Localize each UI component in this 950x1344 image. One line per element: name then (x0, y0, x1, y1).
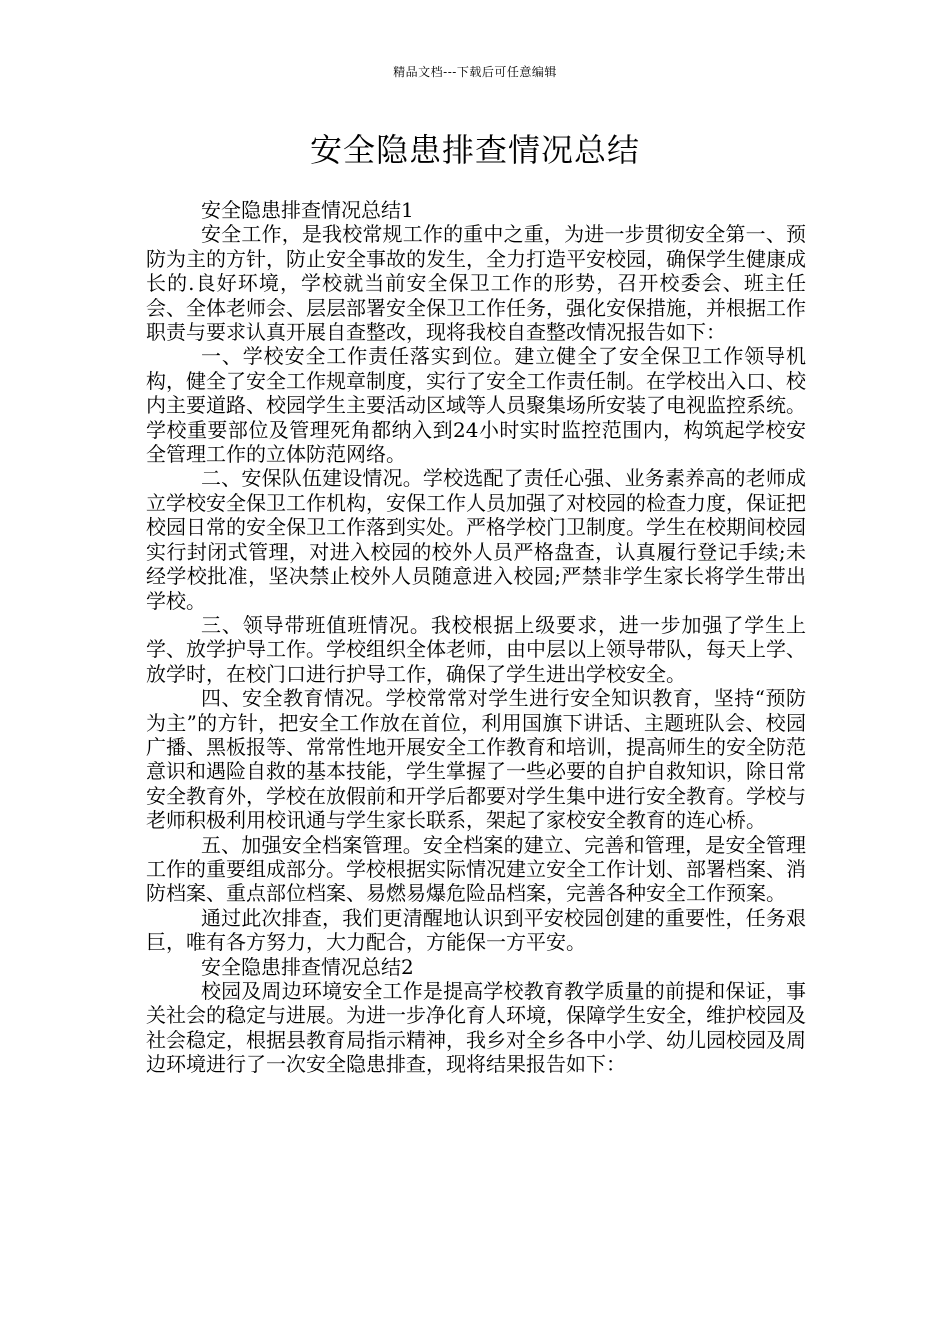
point-2-paragraph: 二、安保队伍建设情况。学校选配了责任心强、业务素养高的老师成立学校安全保卫工作机构，安保工作人员加强了对校园的检查力度，保证把校园日常的安全保卫工作落到实处。严格学校门卫制度。学生在校期间校园实行封闭式管理，对进入校园的校外人员严格盘查，认真履行登记手续;未经学校批准，坚决禁止校外人员随意进入校园;严禁非学生家长将学生带出学校。 (146, 466, 806, 613)
point-3-paragraph: 三、领导带班值班情况。我校根据上级要求，进一步加强了学生上学、放学护导工作。学校组织全体老师，由中层以上领导带队，每天上学、放学时，在校门口进行护导工作，确保了学生进出学校安全。 (146, 612, 806, 686)
document-body (146, 198, 806, 1077)
point-1-paragraph: 一、学校安全工作责任落实到位。建立健全了安全保卫工作领导机构，健全了安全工作规章制度，实行了安全工作责任制。在学校出入口、校内主要道路、校园学生主要活动区域等人员聚集场所安装了电视监控系统。学校重要部位及管理死角都纳入到24小时实时监控范围内，构筑起学校安全管理工作的立体防范网络。 (146, 344, 806, 467)
section-heading-1: 安全隐患排查情况总结1 (201, 198, 414, 222)
intro-paragraph: 安全工作，是我校常规工作的重中之重，为进一步贯彻安全第一、预防为主的方针，防止安全事故的发生，全力打造平安校园，确保学生健康成长的.良好环境，学校就当前安全保卫工作的形势，召开校委会、班主任会、全体老师会、层层部署安全保卫工作任务，强化安保措施，并根据工作职责与要求认真开展自查整改，现将我校自查整改情况报告如下： (146, 222, 806, 345)
page-header: 精品文档---下载后可任意编辑 (393, 65, 557, 79)
section-2-intro-paragraph: 校园及周边环境安全工作是提高学校教育教学质量的前提和保证，事关社会的稳定与进展。为进一步净化育人环境，保障学生安全，维护校园及社会稳定，根据县教育局指示精神，我乡对全乡各中小学、幼儿园校园及周边环境进行了一次安全隐患排查，现将结果报告如下： (146, 979, 806, 1077)
document-title: 安全隐患排查情况总结 (309, 131, 640, 169)
section-heading-2: 安全隐患排查情况总结2 (201, 954, 414, 979)
point-5-paragraph: 五、加强安全档案管理。安全档案的建立、完善和管理，是安全管理工作的重要组成部分。学校根据实际情况建立安全工作计划、部署档案、消防档案、重点部位档案、易燃易爆危险品档案，完善各种安全工作预案。 (146, 832, 806, 906)
point-4-paragraph: 四、安全教育情况。学校常常对学生进行安全知识教育，坚持“预防为主”的方针，把安全工作放在首位，利用国旗下讲话、主题班队会、校园广播、黑板报等、常常性地开展安全工作教育和培训，提高师生的安全防范意识和遇险自救的基本技能，学生掌握了一些必要的自护自救知识，除日常安全教育外，学校在放假前和开学后都要对学生集中进行安全教育。学校与老师积极利用校讯通与学生家长联系，架起了家校安全教育的连心桥。 (146, 686, 806, 833)
conclusion-paragraph: 通过此次排查，我们更清醒地认识到平安校园创建的重要性，任务艰巨，唯有各方努力，大力配合，方能保一方平安。 (146, 905, 806, 955)
